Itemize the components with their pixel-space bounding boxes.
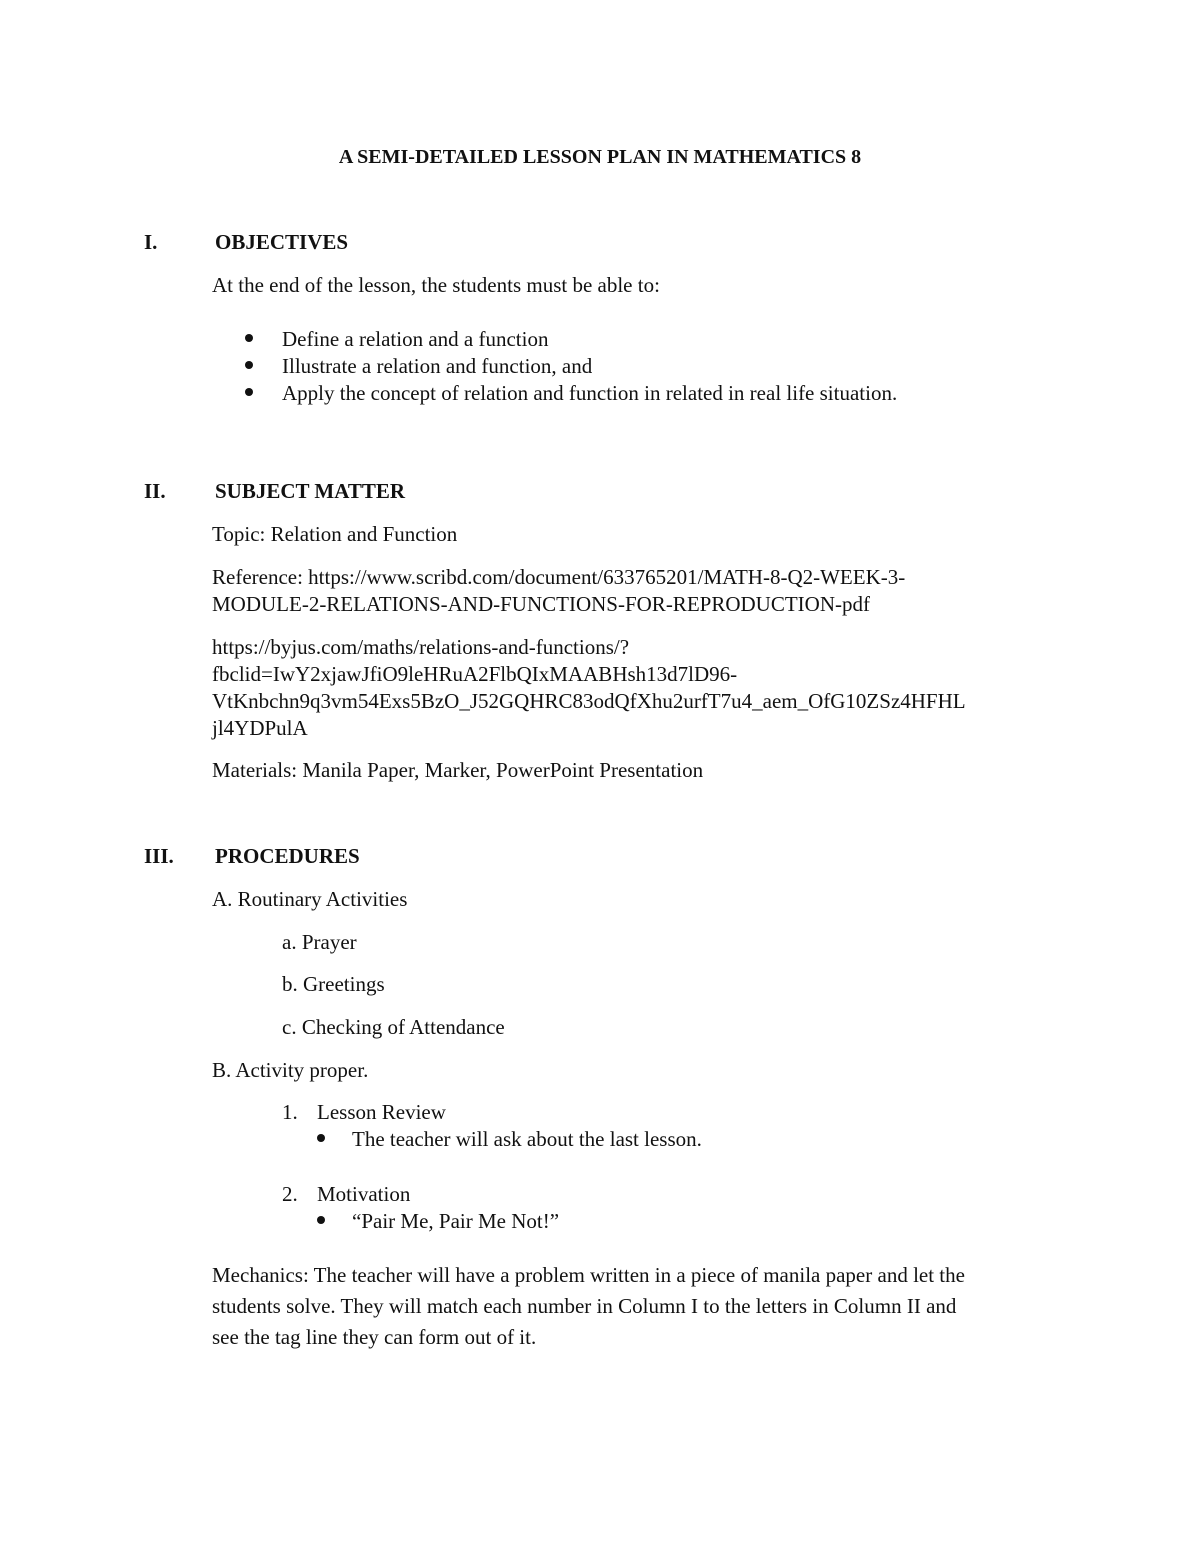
step-number: 2.: [282, 1182, 298, 1206]
objective-item: Apply the concept of relation and function in related in real life situation.: [282, 381, 898, 405]
routinary-item: c. Checking of Attendance: [282, 1015, 505, 1039]
step-label: Motivation: [317, 1182, 411, 1206]
activity-label: B. Activity proper.: [212, 1058, 369, 1082]
routinary-item: a. Prayer: [282, 930, 357, 954]
reference-link-line: https://byjus.com/maths/relations-and-functions/?: [212, 635, 630, 659]
step-bullet: “Pair Me, Pair Me Not!”: [352, 1209, 560, 1233]
section-number-procedures: III.: [144, 844, 174, 868]
section-heading-subject-matter: SUBJECT MATTER: [215, 479, 406, 503]
bullet-icon: [317, 1134, 325, 1142]
mechanics-line: Mechanics: The teacher will have a problem written in a piece of manila paper and let the: [212, 1263, 965, 1287]
section-number-subject-matter: II.: [144, 479, 166, 503]
materials-line: Materials: Manila Paper, Marker, PowerPoint Presentation: [212, 758, 704, 782]
objectives-intro: At the end of the lesson, the students must be able to:: [212, 273, 660, 297]
mechanics-line: see the tag line they can form out of it.: [212, 1325, 537, 1349]
routinary-label: A. Routinary Activities: [212, 887, 408, 911]
mechanics-line: students solve. They will match each number in Column I to the letters in Column II and: [212, 1294, 957, 1318]
bullet-icon: [245, 361, 253, 369]
section-heading-procedures: PROCEDURES: [215, 844, 360, 868]
section-heading-objectives: OBJECTIVES: [215, 230, 349, 254]
bullet-icon: [317, 1216, 325, 1224]
step-number: 1.: [282, 1100, 298, 1124]
bullet-icon: [245, 388, 253, 396]
reference-link-line: VtKnbchn9q3vm54Exs5BzO_J52GQHRC83odQfXhu2urfT7u4_aem_OfG10ZSz4HFHL: [212, 689, 966, 713]
section-number-objectives: I.: [144, 230, 158, 254]
reference-link-line: fbclid=IwY2xjawJfiO9leHRuA2FlbQIxMAABHsh13d7lD96-: [212, 662, 738, 686]
objective-item: Define a relation and a function: [282, 327, 549, 351]
routinary-item: b. Greetings: [282, 972, 385, 996]
reference-link-line: jl4YDPulA: [212, 716, 308, 740]
reference-line: Reference: https://www.scribd.com/document/633765201/MATH-8-Q2-WEEK-3-: [212, 565, 906, 589]
document-title: A SEMI-DETAILED LESSON PLAN IN MATHEMATICS 8: [338, 146, 862, 168]
step-bullet: The teacher will ask about the last lesson.: [352, 1127, 702, 1151]
bullet-icon: [245, 334, 253, 342]
step-label: Lesson Review: [317, 1100, 446, 1124]
objective-item: Illustrate a relation and function, and: [282, 354, 593, 378]
reference-line: MODULE-2-RELATIONS-AND-FUNCTIONS-FOR-REPRODUCTION-pdf: [212, 592, 870, 616]
topic-line: Topic: Relation and Function: [212, 522, 458, 546]
